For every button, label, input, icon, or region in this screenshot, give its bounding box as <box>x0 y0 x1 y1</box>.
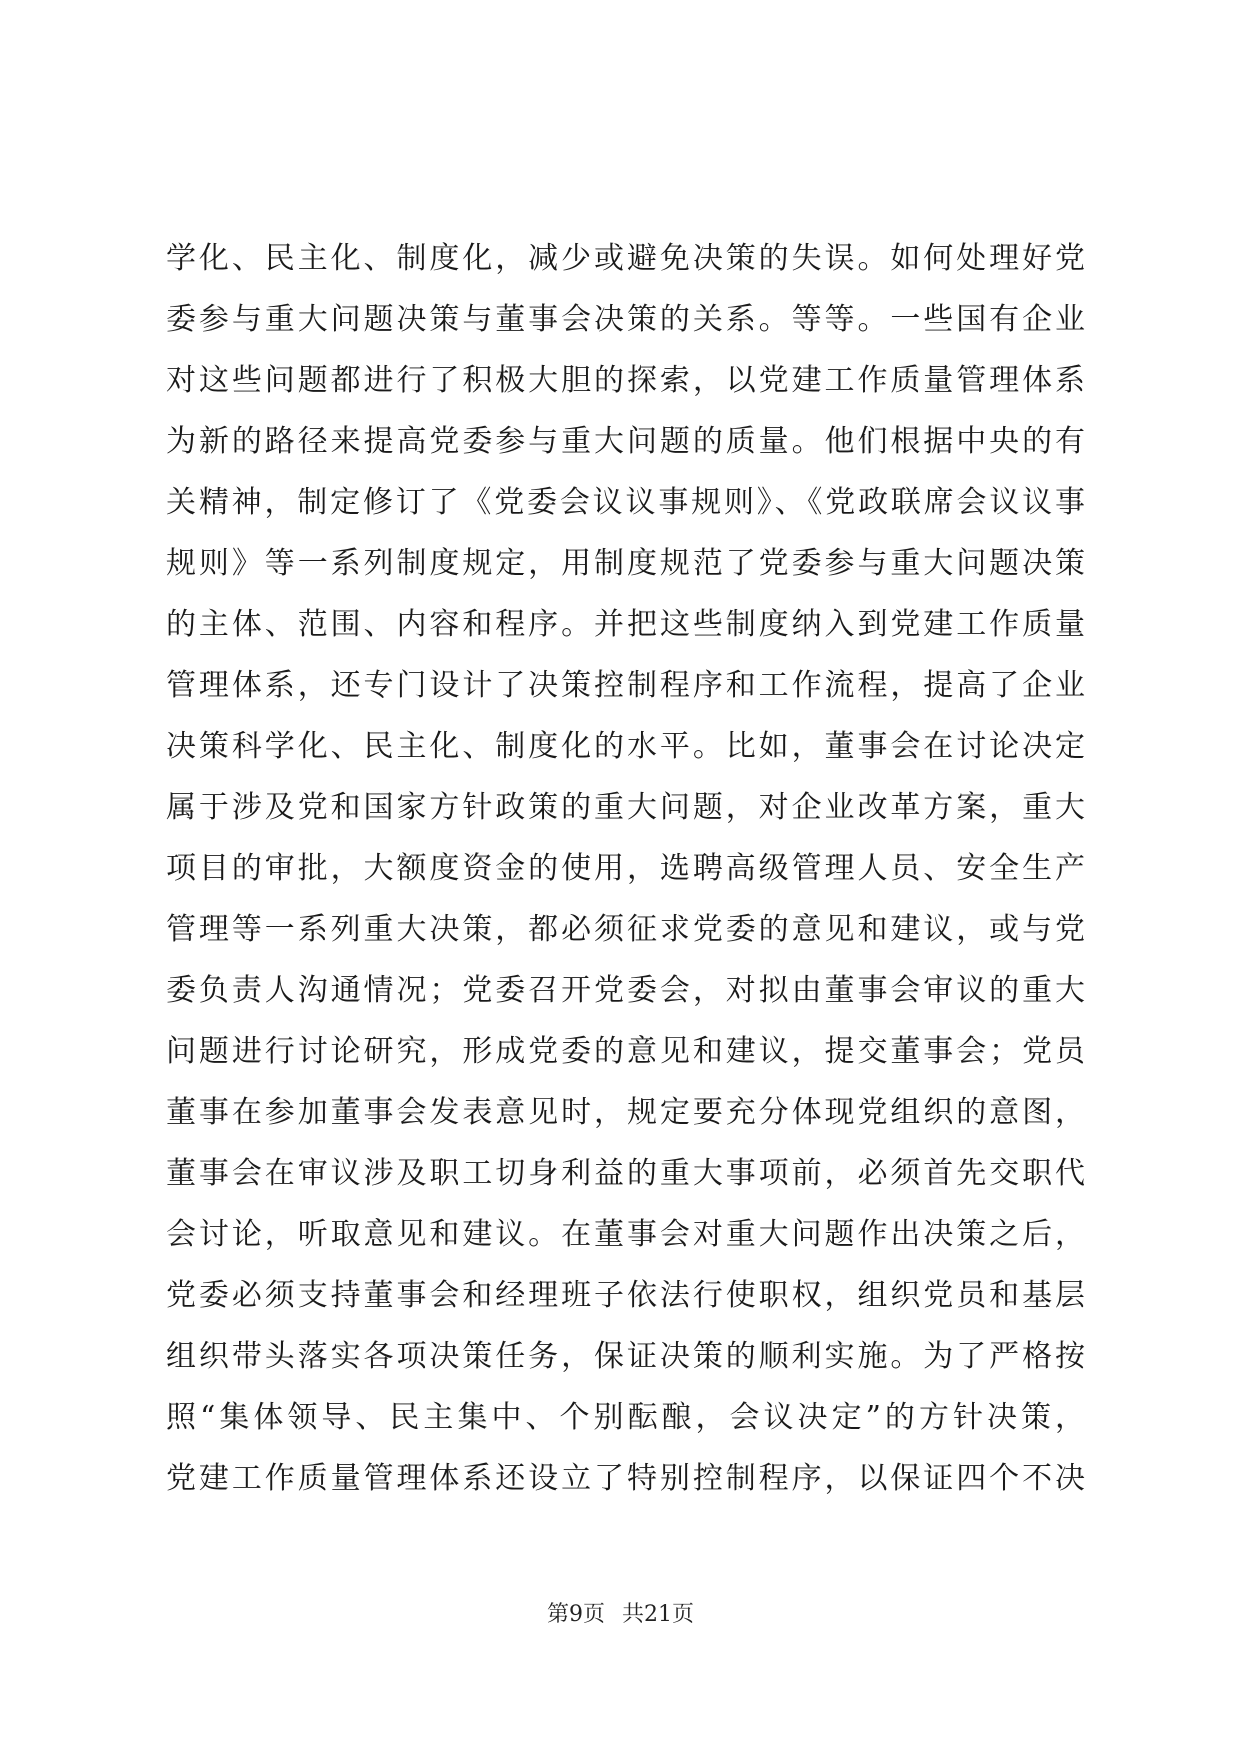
text-line: 为新的路径来提高党委参与重大问题的质量。他们根据中央的有 <box>166 424 1086 459</box>
text-line: 党委必须支持董事会和经理班子依法行使职权，组织党员和基层 <box>166 1278 1086 1313</box>
body-paragraph <box>166 228 1086 1509</box>
text-line: 党建工作质量管理体系还设立了特别控制程序，以保证四个不决 <box>166 1461 1086 1496</box>
text-line: 委负责人沟通情况；党委召开党委会，对拟由董事会审议的重大 <box>166 973 1086 1008</box>
text-line: 董事在参加董事会发表意见时，规定要充分体现党组织的意图， <box>166 1095 1086 1130</box>
page-footer <box>0 1600 1241 1630</box>
text-line: 会讨论，听取意见和建议。在董事会对重大问题作出决策之后， <box>166 1217 1086 1252</box>
text-line: 关精神，制定修订了《党委会议议事规则》、《党政联席会议议事 <box>166 485 1086 520</box>
text-line: 问题进行讨论研究，形成党委的意见和建议，提交董事会；党员 <box>166 1034 1086 1069</box>
text-line: 管理体系，还专门设计了决策控制程序和工作流程，提高了企业 <box>166 668 1086 703</box>
text-line: 组织带头落实各项决策任务，保证决策的顺利实施。为了严格按 <box>166 1339 1086 1374</box>
text-line: 的主体、范围、内容和程序。并把这些制度纳入到党建工作质量 <box>166 607 1086 642</box>
text-line: 决策科学化、民主化、制度化的水平。比如，董事会在讨论决定 <box>166 729 1086 764</box>
text-line: 管理等一系列重大决策，都必须征求党委的意见和建议，或与党 <box>166 912 1086 947</box>
text-line: 属于涉及党和国家方针政策的重大问题，对企业改革方案，重大 <box>166 790 1086 825</box>
text-line: 学化、民主化、制度化，减少或避免决策的失误。如何处理好党 <box>166 241 1086 276</box>
text-line: 对这些问题都进行了积极大胆的探索，以党建工作质量管理体系 <box>166 363 1086 398</box>
text-line: 董事会在审议涉及职工切身利益的重大事项前，必须首先交职代 <box>166 1156 1086 1191</box>
text-line: 委参与重大问题决策与董事会决策的关系。等等。一些国有企业 <box>166 302 1086 337</box>
text-line: 规则》等一系列制度规定，用制度规范了党委参与重大问题决策 <box>166 546 1086 581</box>
page-number: 第9页 <box>547 1602 605 1627</box>
text-line: 照“集体领导、民主集中、个别酝酿，会议决定”的方针决策， <box>166 1400 1086 1435</box>
page-total: 共21页 <box>622 1602 694 1627</box>
text-line: 项目的审批，大额度资金的使用，选聘高级管理人员、安全生产 <box>166 851 1086 886</box>
